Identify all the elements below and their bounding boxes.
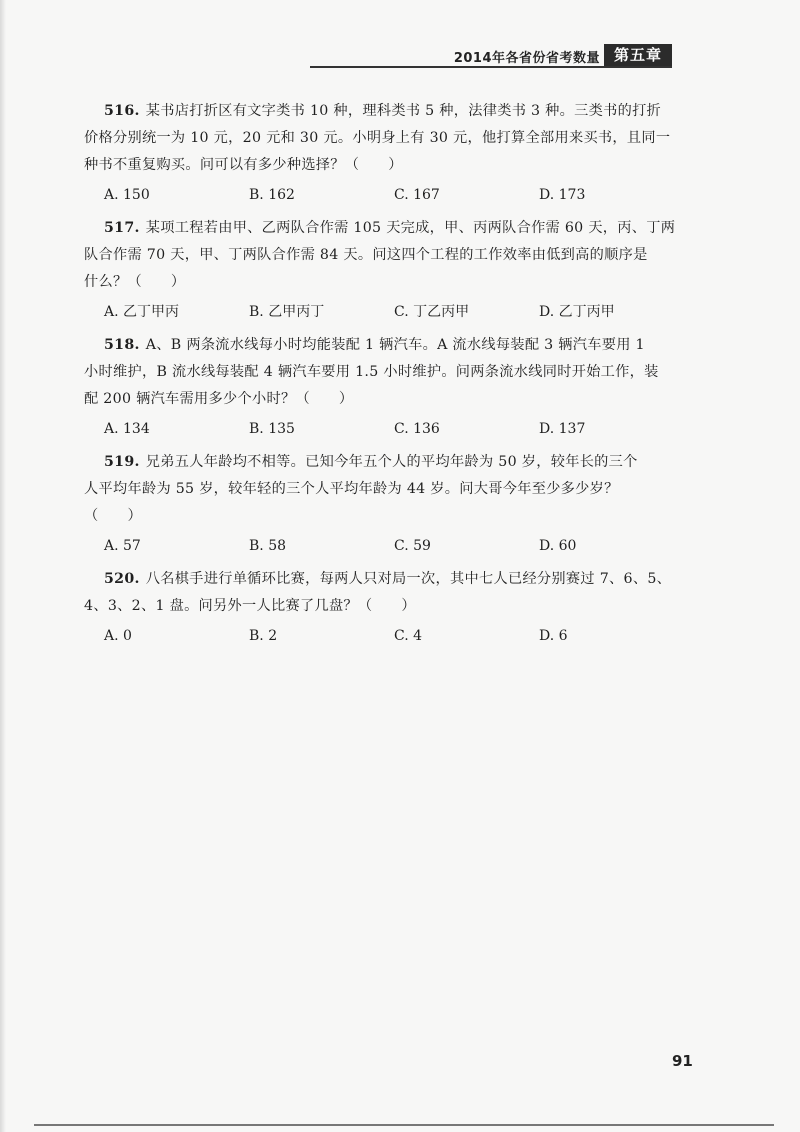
question-stem <box>104 566 684 593</box>
option-d: D. 173 <box>539 187 586 203</box>
question-stem <box>84 269 684 296</box>
question-520 <box>84 566 684 650</box>
stem-line: 队合作需 70 天，甲、丁两队合作需 84 天。问这四个工程的工作效率由低到高的顺序是 <box>84 247 648 263</box>
option-b: B. 乙甲丙丁 <box>249 304 325 320</box>
option-c: C. 丁乙丙甲 <box>394 304 470 320</box>
option-row <box>104 181 684 209</box>
option-a: A. 57 <box>104 538 141 554</box>
stem-line: 兄弟五人年龄均不相等。已知今年五个人的平均年龄为 50 岁，较年长的三个 <box>145 454 638 470</box>
stem-line: A、B 两条流水线每小时均能装配 1 辆汽车。A 流水线每装配 3 辆汽车要用 1 <box>145 337 645 353</box>
stem-line: 某书店打折区有文字类书 10 种，理科类书 5 种，法律类书 3 种。三类书的打折 <box>145 103 662 119</box>
question-list <box>84 98 684 656</box>
option-a: A. 0 <box>104 628 132 644</box>
question-number: 520. <box>104 571 140 587</box>
stem-line: 小时维护，B 流水线每装配 4 辆汽车要用 1.5 小时维护。问两条流水线同时开始工作，装 <box>84 364 659 380</box>
option-b: B. 135 <box>249 421 295 437</box>
option-c: C. 59 <box>394 538 431 554</box>
header-rule <box>310 66 672 68</box>
option-d: D. 乙丁丙甲 <box>539 304 615 320</box>
option-c: C. 136 <box>394 421 440 437</box>
question-stem <box>104 98 684 125</box>
stem-line: 种书不重复购买。问可以有多少种选择？（ ） <box>84 157 403 173</box>
question-number: 516. <box>104 103 140 119</box>
question-stem <box>104 332 684 359</box>
option-b: B. 162 <box>249 187 295 203</box>
option-c: C. 167 <box>394 187 440 203</box>
question-number: 519. <box>104 454 140 470</box>
stem-line: 配 200 辆汽车需用多少个小时？（ ） <box>84 391 354 407</box>
question-stem <box>104 449 684 476</box>
stem-line: 价格分别统一为 10 元，20 元和 30 元。小明身上有 30 元，他打算全部用来买书，且同一 <box>84 130 671 146</box>
bottom-scan-edge <box>34 1124 774 1126</box>
header-title: 2014年各省份省考数量 <box>453 51 600 66</box>
stem-line: （ ） <box>84 508 142 524</box>
option-d: D. 60 <box>539 538 577 554</box>
option-b: B. 2 <box>249 628 278 644</box>
question-stem <box>84 593 684 620</box>
option-a: A. 150 <box>104 187 150 203</box>
page-number: 91 <box>672 1052 693 1070</box>
option-d: D. 6 <box>539 628 568 644</box>
question-stem <box>84 152 684 179</box>
chapter-badge: 第五章 <box>604 44 672 66</box>
option-c: C. 4 <box>394 628 423 644</box>
stem-line: 什么？（ ） <box>84 274 186 290</box>
option-d: D. 137 <box>539 421 586 437</box>
scan-shadow <box>0 0 6 1132</box>
question-stem <box>84 359 684 386</box>
question-516 <box>84 98 684 209</box>
question-517 <box>84 215 684 326</box>
question-stem <box>84 476 684 503</box>
question-stem <box>84 125 684 152</box>
question-stem <box>84 386 684 413</box>
stem-line: 某项工程若由甲、乙两队合作需 105 天完成，甲、丙两队合作需 60 天，丙、丁两 <box>145 220 676 236</box>
question-stem <box>104 215 684 242</box>
question-519 <box>84 449 684 560</box>
question-stem <box>84 503 684 530</box>
option-row <box>104 622 684 650</box>
option-a: A. 乙丁甲丙 <box>104 304 180 320</box>
stem-line: 八名棋手进行单循环比赛，每两人只对局一次，其中七人已经分别赛过 7、6、5、 <box>145 571 672 587</box>
question-518 <box>84 332 684 443</box>
question-number: 518. <box>104 337 140 353</box>
stem-line: 4、3、2、1 盘。问另外一人比赛了几盘？（ ） <box>84 598 416 614</box>
option-a: A. 134 <box>104 421 150 437</box>
running-header <box>310 44 672 66</box>
option-row <box>104 532 684 560</box>
question-number: 517. <box>104 220 140 236</box>
question-stem <box>84 242 684 269</box>
stem-line: 人平均年龄为 55 岁，较年轻的三个人平均年龄为 44 岁。问大哥今年至少多少岁？ <box>84 481 619 497</box>
option-b: B. 58 <box>249 538 287 554</box>
option-row <box>104 298 684 326</box>
option-row <box>104 415 684 443</box>
